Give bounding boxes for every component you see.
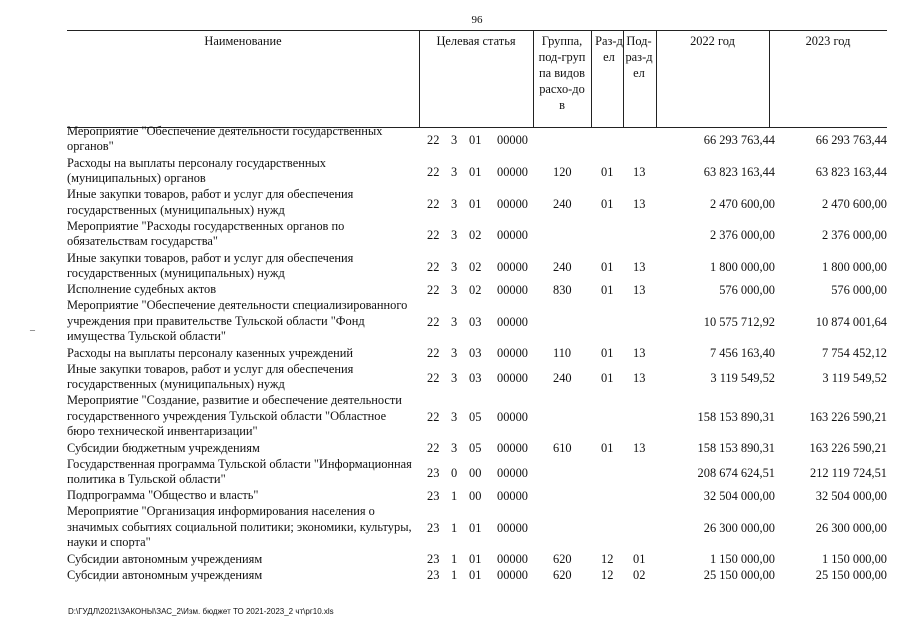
subsection-code: 13 (633, 282, 646, 297)
section-code: 01 (601, 282, 614, 297)
code-d: 00000 (497, 346, 528, 361)
subsection-code: 13 (633, 259, 646, 274)
table-row (67, 187, 892, 219)
code-d: 00000 (497, 441, 528, 456)
section-code: 12 (601, 552, 614, 567)
row-name: Иные закупки товаров, работ и услуг для обеспечения государственных (муниципальных) нужд (67, 187, 354, 217)
value-2022: 7 456 163,40 (709, 346, 775, 361)
group-code: 240 (553, 259, 572, 274)
code-c: 00 (469, 465, 482, 480)
value-2022: 158 153 890,31 (697, 441, 775, 456)
row-name: Исполнение судебных актов (67, 282, 217, 297)
code-c: 03 (469, 370, 482, 385)
table-row (67, 362, 892, 394)
row-name: Субсидии бюджетным учреждениям (67, 440, 260, 455)
header-group: Группа, под-группа видов расхо-дов (538, 34, 586, 112)
code-b: 1 (451, 521, 458, 536)
header-year-2022: 2022 год (690, 34, 735, 48)
table-row (67, 568, 892, 584)
value-2023: 26 300 000,00 (815, 521, 887, 536)
group-code: 240 (553, 370, 572, 385)
code-b: 1 (451, 567, 458, 582)
code-a: 22 (427, 346, 440, 361)
section-code: 01 (601, 196, 614, 211)
code-d: 00000 (497, 259, 528, 274)
code-c: 01 (469, 567, 482, 582)
value-2022: 66 293 763,44 (703, 133, 775, 148)
code-b: 3 (451, 370, 458, 385)
code-a: 23 (427, 488, 440, 503)
row-name: Подпрограмма "Общество и власть" (67, 488, 259, 503)
code-a: 22 (427, 282, 440, 297)
value-2022: 576 000,00 (719, 282, 775, 297)
code-a: 22 (427, 196, 440, 211)
value-2023: 7 754 452,12 (821, 346, 887, 361)
code-b: 1 (451, 552, 458, 567)
table-row (67, 552, 892, 568)
code-d: 00000 (497, 164, 528, 179)
subsection-code: 13 (633, 346, 646, 361)
code-c: 02 (469, 259, 482, 274)
value-2022: 158 153 890,31 (697, 410, 775, 425)
value-2023: 10 874 001,64 (815, 315, 887, 330)
table-row (67, 298, 892, 346)
value-2023: 2 376 000,00 (821, 228, 887, 243)
code-b: 3 (451, 346, 458, 361)
code-c: 01 (469, 196, 482, 211)
subsection-code: 01 (633, 552, 646, 567)
header-name: Наименование (204, 34, 282, 48)
row-name: Иные закупки товаров, работ и услуг для обеспечения государственных (муниципальных) нужд (67, 250, 354, 281)
group-code: 620 (553, 552, 572, 567)
value-2022: 25 150 000,00 (703, 567, 775, 582)
table-row (67, 282, 892, 298)
margin-mark: – (30, 325, 35, 336)
value-2023: 1 150 000,00 (821, 552, 887, 567)
code-b: 3 (451, 282, 458, 297)
section-code: 01 (601, 346, 614, 361)
code-a: 22 (427, 410, 440, 425)
value-2022: 10 575 712,92 (703, 315, 775, 330)
code-d: 00000 (497, 370, 528, 385)
value-2022: 32 504 000,00 (703, 488, 775, 503)
code-c: 01 (469, 133, 482, 148)
subsection-code: 13 (633, 164, 646, 179)
row-name: Субсидии автономным учреждениям (67, 567, 263, 582)
code-c: 00 (469, 488, 482, 503)
file-path-footer: D:\ГУДЛ\2021\ЗАКОНЫ\ЗАС_2\Изм. бюджет ТО 2021-2023_2 чт\рг10.xls (68, 607, 334, 616)
table-header (67, 30, 887, 128)
row-name: Мероприятие "Расходы государственных органов по обязательствам государства" (67, 219, 345, 249)
header-year-2023: 2023 год (805, 34, 851, 48)
value-2023: 1 800 000,00 (821, 259, 887, 274)
value-2022: 208 674 624,51 (697, 465, 775, 480)
code-a: 22 (427, 259, 440, 274)
code-c: 03 (469, 346, 482, 361)
code-d: 00000 (497, 315, 528, 330)
table-row (67, 124, 892, 156)
code-d: 00000 (497, 521, 528, 536)
code-a: 23 (427, 521, 440, 536)
row-name: Иные закупки товаров, работ и услуг для обеспечения государственных (муниципальных) нужд (67, 361, 354, 392)
value-2022: 2 376 000,00 (709, 228, 775, 243)
code-b: 3 (451, 164, 458, 179)
code-d: 00000 (497, 567, 528, 582)
code-c: 05 (469, 441, 482, 456)
code-c: 02 (469, 282, 482, 297)
row-name: Расходы на выплаты персоналу казенных учреждений (67, 345, 353, 360)
row-name: Государственная программа Тульской области "Информационная политика в Тульской области" (67, 456, 412, 487)
subsection-code: 13 (633, 370, 646, 385)
code-a: 22 (427, 315, 440, 330)
code-a: 22 (427, 370, 440, 385)
code-b: 3 (451, 410, 458, 425)
code-c: 01 (469, 552, 482, 567)
value-2023: 212 119 724,51 (810, 465, 887, 480)
code-a: 23 (427, 552, 440, 567)
subsection-code: 02 (633, 567, 646, 582)
table-row (67, 504, 892, 552)
section-code: 01 (601, 164, 614, 179)
value-2023: 163 226 590,21 (809, 410, 887, 425)
code-b: 3 (451, 196, 458, 211)
value-2023: 66 293 763,44 (815, 133, 887, 148)
code-b: 3 (451, 259, 458, 274)
value-2022: 3 119 549,52 (710, 370, 775, 385)
code-b: 3 (451, 315, 458, 330)
value-2023: 2 470 600,00 (821, 196, 887, 211)
code-d: 00000 (497, 552, 528, 567)
value-2023: 3 119 549,52 (822, 370, 887, 385)
code-d: 00000 (497, 196, 528, 211)
code-d: 00000 (497, 282, 528, 297)
group-code: 120 (553, 164, 572, 179)
code-b: 0 (451, 465, 458, 480)
header-subsection: Под-раз-дел (625, 34, 653, 80)
table-row (67, 393, 892, 441)
code-a: 22 (427, 164, 440, 179)
row-name: Мероприятие "Обеспечение деятельности государственных органов" (67, 124, 383, 154)
value-2023: 576 000,00 (831, 282, 887, 297)
value-2023: 63 823 163,44 (815, 164, 887, 179)
group-code: 110 (553, 346, 572, 361)
value-2023: 25 150 000,00 (815, 567, 887, 582)
value-2023: 32 504 000,00 (815, 488, 887, 503)
group-code: 610 (553, 441, 572, 456)
code-c: 01 (469, 164, 482, 179)
section-code: 01 (601, 259, 614, 274)
table-body (67, 124, 892, 584)
header-target: Целевая статья (436, 34, 516, 48)
code-c: 01 (469, 521, 482, 536)
section-code: 01 (601, 370, 614, 385)
row-name: Мероприятие "Организация информирования населения о значимых событиях социальной политики; экономики, культуры, науки и спорта" (67, 504, 412, 550)
header-section: Раз-дел (595, 34, 623, 64)
code-d: 00000 (497, 410, 528, 425)
table-row (67, 457, 892, 489)
code-c: 02 (469, 228, 482, 243)
code-b: 3 (451, 228, 458, 243)
group-code: 830 (553, 282, 572, 297)
row-name: Субсидии автономным учреждениям (67, 551, 263, 566)
subsection-code: 13 (633, 196, 646, 211)
code-b: 1 (451, 488, 458, 503)
table-row (67, 441, 892, 457)
code-d: 00000 (497, 488, 528, 503)
group-code: 240 (553, 196, 572, 211)
row-name: Мероприятие "Обеспечение деятельности специализированного учреждения при правительстве Тульской области "Фонд имущества Тульской области" (67, 298, 408, 344)
value-2022: 1 800 000,00 (709, 259, 775, 274)
code-a: 22 (427, 441, 440, 456)
value-2022: 1 150 000,00 (709, 552, 775, 567)
code-c: 03 (469, 315, 482, 330)
value-2022: 2 470 600,00 (709, 196, 775, 211)
code-d: 00000 (497, 228, 528, 243)
section-code: 01 (601, 441, 614, 456)
value-2022: 26 300 000,00 (703, 521, 775, 536)
code-b: 3 (451, 133, 458, 148)
code-a: 22 (427, 228, 440, 243)
section-code: 12 (601, 567, 614, 582)
page-number: 96 (471, 14, 483, 26)
subsection-code: 13 (633, 441, 646, 456)
code-d: 00000 (497, 133, 528, 148)
value-2022: 63 823 163,44 (703, 164, 775, 179)
code-d: 00000 (497, 465, 528, 480)
group-code: 620 (553, 567, 572, 582)
table-row (67, 346, 892, 362)
code-c: 05 (469, 410, 482, 425)
row-name: Мероприятие "Создание, развитие и обеспечение деятельности государственного учреждения Тульской области "Областное бюро технической инвентаризации" (67, 393, 402, 439)
table-row (67, 156, 892, 188)
table-row (67, 219, 892, 251)
code-a: 23 (427, 465, 440, 480)
value-2023: 163 226 590,21 (809, 441, 887, 456)
row-name: Расходы на выплаты персоналу государственных (муниципальных) органов (67, 155, 326, 186)
table-row (67, 488, 892, 504)
table-row (67, 251, 892, 283)
code-a: 23 (427, 567, 440, 582)
code-b: 3 (451, 441, 458, 456)
code-a: 22 (427, 133, 440, 148)
